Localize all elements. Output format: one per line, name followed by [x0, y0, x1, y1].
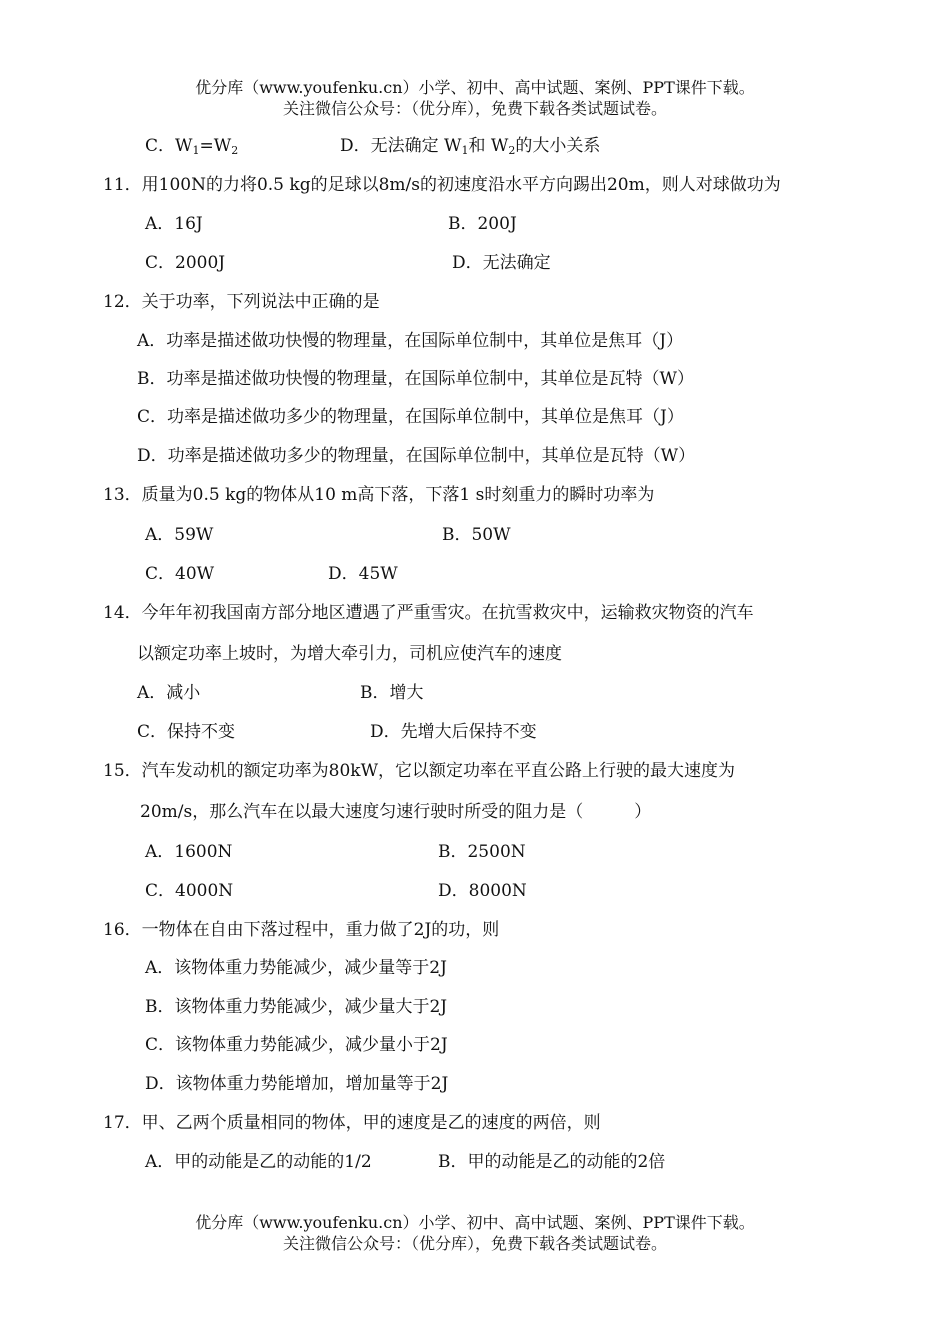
- q16-option-b: B．该物体重力势能减少，减少量大于2J: [145, 997, 448, 1017]
- q14-stem-line-1: 14．今年年初我国南方部分地区遭遇了严重雪灾。在抗雪救灾中，运输救灾物资的汽车: [103, 603, 754, 623]
- page-header: [0, 77, 950, 119]
- q15-option-d: D．8000N: [438, 881, 527, 901]
- q15-option-a: A．1600N: [145, 842, 233, 862]
- q12-option-c: C．功率是描述做功多少的物理量，在国际单位制中，其单位是焦耳（J）: [137, 407, 684, 427]
- q12-stem: 12．关于功率，下列说法中正确的是: [103, 292, 380, 312]
- q17-stem: 17．甲、乙两个质量相同的物体，甲的速度是乙的速度的两倍，则: [103, 1113, 601, 1133]
- q16-option-d: D．该物体重力势能增加，增加量等于2J: [145, 1074, 449, 1094]
- q14-option-b: B．增大: [360, 683, 424, 703]
- header-line-2: 关注微信公众号：（优分库），免费下载各类试题试卷。: [282, 99, 667, 118]
- footer-line-1: 优分库（www.youfenku.cn）小学、初中、高中试题、案例、PPT课件下载。: [195, 1213, 755, 1232]
- q11-option-a: A．16J: [145, 214, 203, 234]
- q12-option-a: A．功率是描述做功快慢的物理量，在国际单位制中，其单位是焦耳（J）: [137, 331, 684, 351]
- q13-option-b: B．50W: [442, 525, 511, 545]
- header-line-1: 优分库（www.youfenku.cn）小学、初中、高中试题、案例、PPT课件下载。: [195, 78, 755, 97]
- q11-option-b: B．200J: [448, 214, 517, 234]
- q14-option-a: A．减小: [137, 683, 201, 703]
- q13-option-a: A．59W: [145, 525, 214, 545]
- q12-option-d: D．功率是描述做功多少的物理量，在国际单位制中，其单位是瓦特（W）: [137, 446, 696, 466]
- q16-option-c: C．该物体重力势能减少，减少量小于2J: [145, 1035, 448, 1055]
- q13-option-d: D．45W: [328, 564, 398, 584]
- q15-stem-line-1: 15．汽车发动机的额定功率为80kW，它以额定功率在平直公路上行驶的最大速度为: [103, 761, 736, 781]
- q17-option-a: A．甲的动能是乙的动能的1/2: [145, 1152, 372, 1172]
- q14-stem-line-2: 以额定功率上坡时，为增大牵引力，司机应使汽车的速度: [137, 644, 562, 664]
- q17-option-b: B．甲的动能是乙的动能的2倍: [438, 1152, 666, 1172]
- q11-option-c: C．2000J: [145, 253, 226, 273]
- q11-option-d: D．无法确定: [452, 253, 551, 273]
- q14-option-c: C．保持不变: [137, 722, 236, 742]
- q10-option-c: C．$W_1=W_2$: [145, 136, 239, 157]
- q16-option-a: A．该物体重力势能减少，减少量等于2J: [145, 958, 447, 978]
- q13-stem: 13．质量为0.5 kg的物体从10 m高下落，下落1 s时刻重力的瞬时功率为: [103, 485, 655, 505]
- q15-stem-line-2: 20m/s，那么汽车在以最大速度匀速行驶时所受的阻力是（ ）: [140, 802, 652, 822]
- footer-line-2: 关注微信公众号：（优分库），免费下载各类试题试卷。: [282, 1234, 667, 1253]
- page-footer: [0, 1212, 950, 1254]
- q14-option-d: D．先增大后保持不变: [370, 722, 537, 742]
- q12-option-b: B．功率是描述做功快慢的物理量，在国际单位制中，其单位是瓦特（W）: [137, 369, 694, 389]
- q13-option-c: C．40W: [145, 564, 215, 584]
- q16-stem: 16．一物体在自由下落过程中，重力做了2J的功，则: [103, 920, 500, 940]
- q15-option-c: C．4000N: [145, 881, 234, 901]
- q15-option-b: B．2500N: [438, 842, 526, 862]
- q11-stem: 11．用100N的力将0.5 kg的足球以8m/s的初速度沿水平方向踢出20m，则人对球做功为: [103, 175, 781, 195]
- q10-option-d: D．无法确定 $W_1$和 $W_2$的大小关系: [340, 136, 601, 157]
